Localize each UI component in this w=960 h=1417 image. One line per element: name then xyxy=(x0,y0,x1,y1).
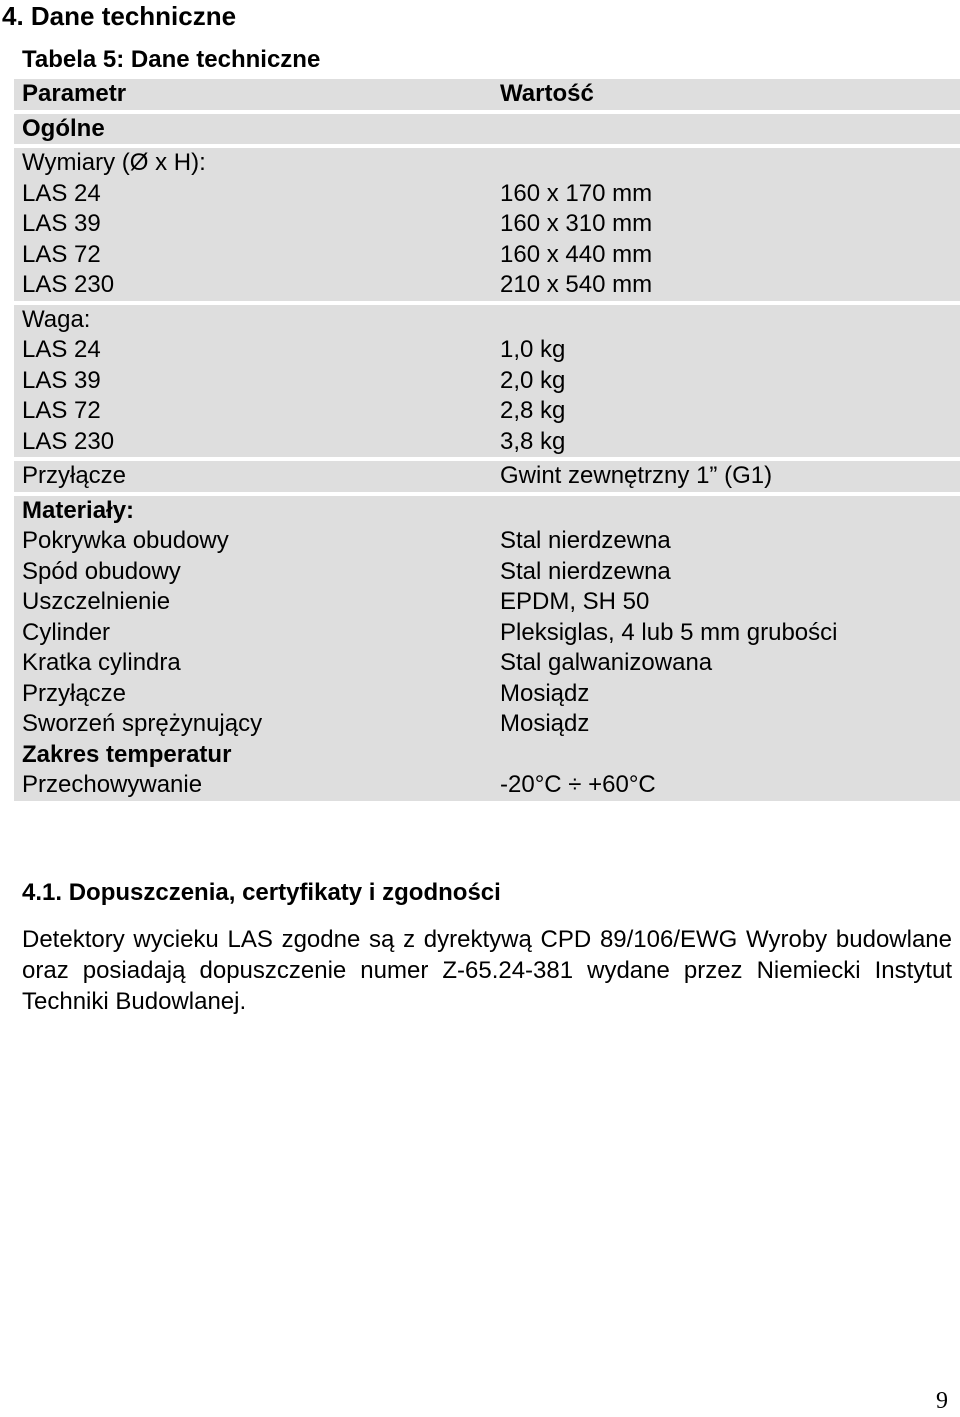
table-row xyxy=(14,587,960,618)
weight-value: 1,0 kg xyxy=(500,336,566,363)
table-row xyxy=(14,770,960,801)
material-value: EPDM, SH 50 xyxy=(492,587,960,618)
subsection-title: 4.1. Dopuszczenia, certyfikaty i zgodności xyxy=(22,879,501,906)
group-temperature-row xyxy=(14,740,960,771)
group-materials-row xyxy=(14,494,960,527)
spec-table xyxy=(14,79,960,801)
table-row xyxy=(14,648,960,679)
weight-value: 2,0 kg xyxy=(500,366,566,394)
storage-value: -20°C ÷ +60°C xyxy=(492,770,960,801)
connection-label: Przyłącze xyxy=(14,459,492,494)
model-label: LAS 230 xyxy=(22,271,115,298)
material-label: Przyłącze xyxy=(14,679,492,710)
dimension-value: 160 x 170 mm xyxy=(500,179,653,207)
material-label: Spód obudowy xyxy=(14,557,492,588)
weight-label: Waga: xyxy=(22,305,91,333)
model-label: LAS 72 xyxy=(22,240,101,268)
weight-value: 3,8 kg xyxy=(500,427,566,455)
table-row xyxy=(14,709,960,740)
dimension-value: 160 x 440 mm xyxy=(500,240,653,268)
table-row xyxy=(14,146,960,303)
material-label: Cylinder xyxy=(14,618,492,649)
dimensions-label: Wymiary (Ø x H): xyxy=(22,149,206,176)
table-row xyxy=(14,459,960,494)
weight-value: 2,8 kg xyxy=(500,397,566,424)
section-title: 4. Dane techniczne xyxy=(2,1,237,31)
table-header-row xyxy=(14,79,960,112)
dimension-value: 210 x 540 mm xyxy=(500,271,653,298)
dimension-value: 160 x 310 mm xyxy=(500,210,653,237)
model-label: LAS 24 xyxy=(22,336,101,363)
material-label: Pokrywka obudowy xyxy=(14,526,492,557)
material-value: Mosiądz xyxy=(492,679,960,710)
group-temperature: Zakres temperatur xyxy=(14,740,492,771)
model-label: LAS 39 xyxy=(22,210,101,237)
model-label: LAS 230 xyxy=(22,427,115,455)
material-value: Pleksiglas, 4 lub 5 mm grubości xyxy=(492,618,960,649)
header-value: Wartość xyxy=(492,79,960,112)
material-label: Uszczelnienie xyxy=(14,587,492,618)
table-row xyxy=(14,526,960,557)
material-value: Stal nierdzewna xyxy=(492,526,960,557)
storage-label: Przechowywanie xyxy=(14,770,492,801)
table-row xyxy=(14,618,960,649)
header-param: Parametr xyxy=(14,79,492,112)
group-general: Ogólne xyxy=(14,112,492,147)
material-label: Sworzeń sprężynujący xyxy=(14,709,492,740)
connection-value: Gwint zewnętrzny 1” (G1) xyxy=(492,459,960,494)
table-caption: Tabela 5: Dane techniczne xyxy=(22,46,321,73)
material-value: Mosiądz xyxy=(492,709,960,740)
group-materials: Materiały: xyxy=(14,494,492,527)
material-label: Kratka cylindra xyxy=(14,648,492,679)
material-value: Stal nierdzewna xyxy=(492,557,960,588)
table-row xyxy=(14,303,960,460)
subsection-paragraph: Detektory wycieku LAS zgodne są z dyrektywą CPD 89/106/EWG Wyroby budowlane oraz posiadają dopuszczenie numer Z-65.24-381 wydane przez Niemiecki Instytut Techniki Budowlanej. xyxy=(22,926,952,1015)
page-number: 9 xyxy=(936,1388,948,1414)
model-label: LAS 72 xyxy=(22,397,101,424)
model-label: LAS 39 xyxy=(22,366,101,394)
material-value: Stal galwanizowana xyxy=(492,648,960,679)
model-label: LAS 24 xyxy=(22,179,101,207)
group-general-row xyxy=(14,112,960,147)
table-row xyxy=(14,557,960,588)
table-row xyxy=(14,679,960,710)
